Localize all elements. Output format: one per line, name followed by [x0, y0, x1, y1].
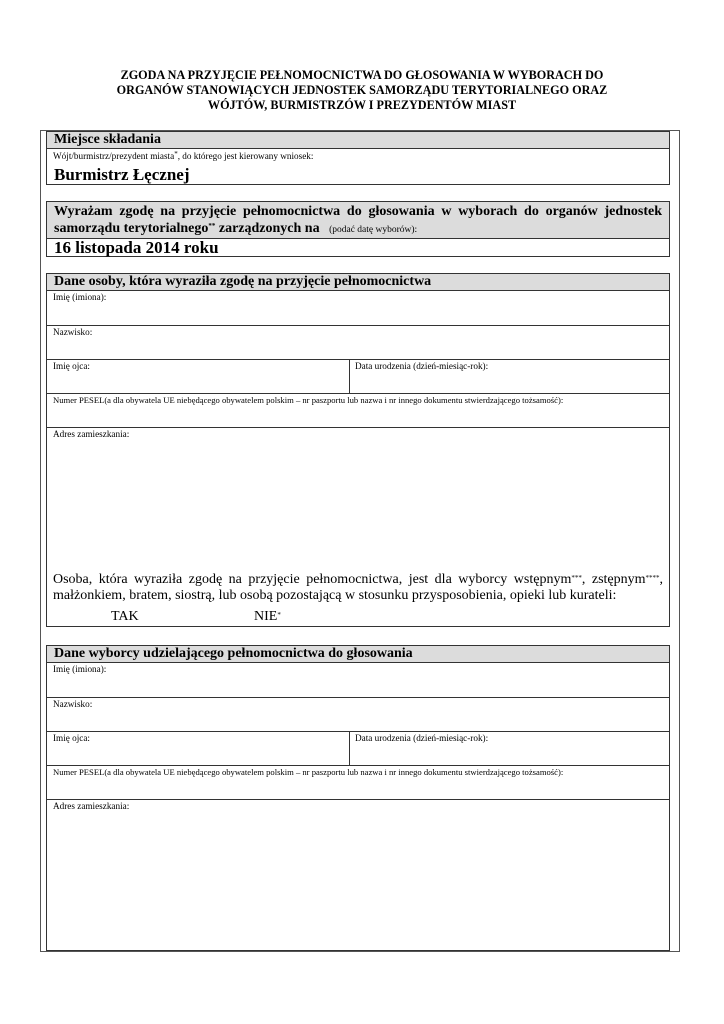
row-divider [349, 732, 350, 766]
place-value[interactable]: Burmistrz Łęcznej [54, 165, 190, 184]
voter-header: Dane wyborcy udzielającego pełnomocnictwa do głosowania [47, 646, 669, 663]
place-label-text: Wójt/burmistrz/prezydent miasta [53, 151, 175, 161]
proxy-pesel-field[interactable] [47, 393, 669, 428]
consent-line-2 [54, 220, 662, 239]
relation-mark-1: *** [571, 574, 582, 582]
proxy-section [46, 273, 670, 627]
place-section [46, 131, 670, 185]
relation-mark-2: **** [645, 574, 660, 582]
voter-address-label: Adres zamieszkania: [53, 801, 130, 811]
voter-pesel-label: Numer PESEL(a dla obywatela UE niebędącego obywatelem polskim – nr paszportu lub nazwa i nr innego dokumentu stwierdzającego tożsamość): [53, 767, 564, 777]
proxy-last-name-label: Nazwisko: [53, 327, 93, 337]
proxy-relation [53, 572, 663, 604]
consent-line-2-post: zarządzonych na [215, 221, 320, 236]
place-header: Miejsce składania [47, 132, 669, 149]
relation-line-2: małżonkiem, bratem, siostrą, lub osobą pozostającą w stosunku przysposobienia, opieki lub kurateli: [53, 588, 617, 603]
consent-line-2-text: samorządu terytorialnego [54, 221, 209, 236]
voter-father-birth-row [47, 731, 669, 766]
proxy-pesel-label: Numer PESEL(a dla obywatela UE niebędącego obywatelem polskim – nr paszportu lub nazwa i nr innego dokumentu stwierdzającego tożsamość): [53, 395, 564, 405]
option-yes[interactable]: TAK [111, 609, 139, 624]
title-line-1: ZGODA NA PRZYJĘCIE PEŁNOMOCNICTWA DO GŁOSOWANIA W WYBORACH DO [120, 68, 604, 82]
proxy-header: Dane osoby, która wyraziła zgodę na przyjęcie pełnomocnictwa [47, 274, 669, 291]
voter-last-name-field[interactable] [47, 697, 669, 732]
place-label [53, 151, 313, 162]
consent-line-1: Wyrażam zgodę na przyjęcie pełnomocnictwa do głosowania w wyborach do organów jednostek [54, 204, 662, 219]
election-date[interactable]: 16 listopada 2014 roku [54, 238, 219, 257]
voter-father-name-label: Imię ojca: [53, 733, 90, 743]
option-no[interactable] [254, 609, 281, 625]
title-line-3: WÓJTÓW, BURMISTRZÓW I PREZYDENTÓW MIAST [207, 98, 517, 112]
consent-mark: ** [208, 222, 216, 230]
proxy-address-field[interactable] [47, 427, 669, 567]
consent-section [46, 201, 670, 257]
relation-mid: , zstępnym [581, 572, 646, 587]
place-label-post: , do którego jest kierowany wniosek: [177, 151, 314, 161]
proxy-first-name-label: Imię (imiona): [53, 292, 107, 302]
proxy-father-birth-row [47, 359, 669, 394]
voter-first-name-field[interactable] [47, 663, 669, 698]
voter-birth-date-label: Data urodzenia (dzień-miesiąc-rok): [355, 733, 489, 743]
proxy-address-label: Adres zamieszkania: [53, 429, 130, 439]
row-divider [349, 360, 350, 394]
proxy-father-name-label: Imię ojca: [53, 361, 90, 371]
option-no-mark: * [277, 611, 281, 619]
voter-pesel-field[interactable] [47, 765, 669, 800]
option-no-label: NIE [254, 609, 278, 624]
voter-first-name-label: Imię (imiona): [53, 664, 107, 674]
consent-statement [47, 202, 669, 239]
relation-line-1 [53, 572, 663, 588]
voter-last-name-label: Nazwisko: [53, 699, 93, 709]
voter-section [46, 645, 670, 951]
consent-hint: (podać datę wyborów): [329, 225, 418, 235]
form-title [60, 68, 664, 113]
relation-end: , [659, 572, 664, 587]
title-line-2: ORGANÓW STANOWIĄCYCH JEDNOSTEK SAMORZĄDU TERYTORIALNEGO ORAZ [116, 83, 608, 97]
proxy-first-name-field[interactable] [47, 291, 669, 326]
relation-text: Osoba, która wyraziła zgodę na przyjęcie pełnomocnictwa, jest dla wyborcy wstępnym [53, 572, 572, 587]
place-label-mark: * [174, 150, 178, 158]
voter-address-field[interactable] [47, 799, 669, 950]
proxy-last-name-field[interactable] [47, 325, 669, 360]
proxy-birth-date-label: Data urodzenia (dzień-miesiąc-rok): [355, 361, 489, 371]
